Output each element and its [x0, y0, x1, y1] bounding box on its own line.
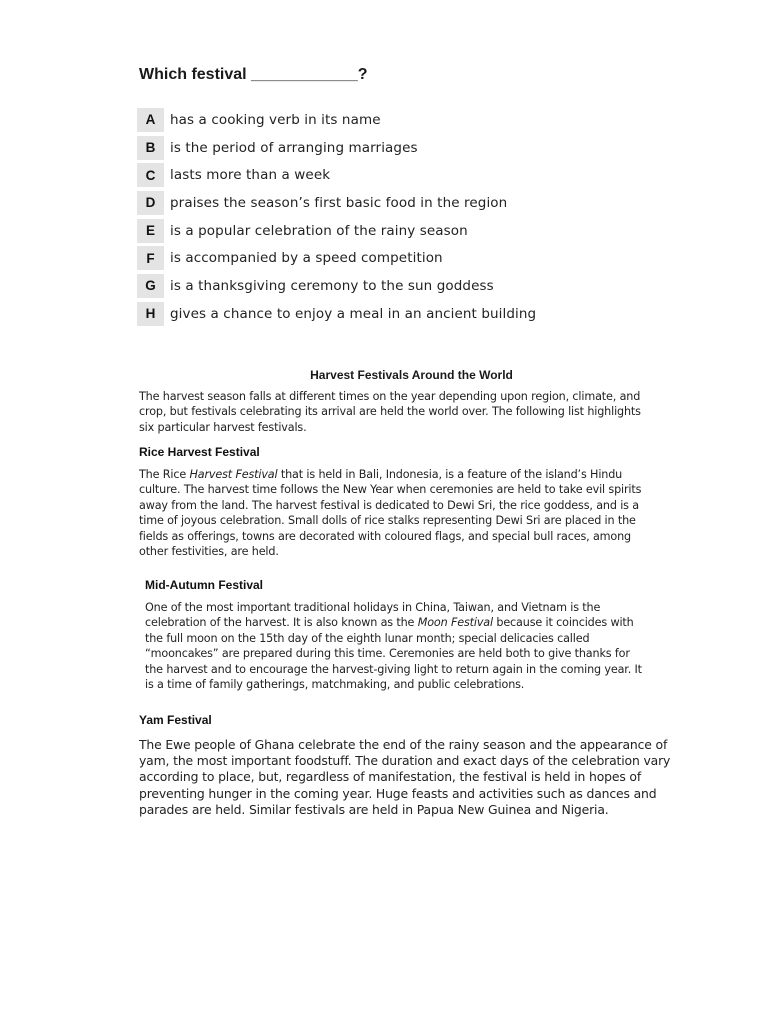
mid-autumn-festival-paragraph: [145, 600, 700, 692]
intro-paragraph: [139, 389, 699, 435]
option-text: is accompanied by a speed competition: [170, 250, 443, 267]
text-line: One of the most important traditional holidays in China, Taiwan, and Vietnam is the: [145, 601, 601, 614]
option-f: [137, 244, 577, 272]
text-line: culture. The harvest time follows the New Year when ceremonies are held to take evil spirits: [139, 483, 642, 497]
text-line: away from the land. The harvest festival is dedicated to Dewi Sri, the rice goddess, and is a: [139, 498, 639, 512]
option-h: [137, 300, 577, 328]
option-letter: F: [137, 246, 164, 270]
option-a: [137, 106, 577, 134]
text-line: other festivities, are held.: [139, 545, 279, 559]
option-e: [137, 217, 577, 245]
option-c: [137, 161, 577, 189]
text-line: is a time of family gatherings, matchmaking, and public celebrations.: [145, 678, 525, 692]
text-line: fields as offerings, towns are decorated with coloured flags, and special bull races, among: [139, 529, 631, 543]
option-letter: H: [137, 302, 164, 326]
option-b: [137, 134, 577, 162]
option-letter: D: [137, 191, 164, 215]
option-d: [137, 189, 577, 217]
mid-autumn-festival-heading: Mid-Autumn Festival: [145, 578, 264, 592]
text-line: the full moon on the 15th day of the eighth lunar month; special delicacies called: [145, 631, 590, 645]
italic-term: Harvest Festival: [189, 468, 278, 481]
yam-festival-heading: Yam Festival: [139, 713, 212, 727]
text-line: The harvest season falls at different times on the year depending upon region, climate, and: [139, 390, 641, 403]
italic-term: Moon Festival: [417, 616, 493, 630]
article-title: Harvest Festivals Around the World: [310, 368, 513, 382]
option-text: lasts more than a week: [170, 167, 331, 184]
text-line: time of joyous celebration. Small dolls of rice stalks representing Dewi Sri are placed in the: [139, 514, 636, 528]
rice-festival-heading: Rice Harvest Festival: [139, 445, 260, 459]
option-text: is a thanksgiving ceremony to the sun goddess: [170, 277, 494, 294]
text-line: the harvest and to encourage the harvest-giving light to return again in the coming year. It: [145, 662, 642, 676]
text-segment: because it coincides with: [492, 616, 634, 630]
text-line: according to place, but, regardless of manifestation, the festival is held in hopes of: [139, 769, 642, 785]
option-letter: B: [137, 136, 164, 160]
text-line: The Ewe people of Ghana celebrate the end of the rainy season and the appearance of: [139, 737, 668, 752]
rice-festival-paragraph: [139, 467, 699, 559]
text-line: “mooncakes” are prepared during this time. Ceremonies are held both to give thanks for: [145, 647, 630, 661]
question-heading: Which festival ____________?: [139, 66, 368, 83]
text-line: preventing hunger in the coming year. Huge feasts and activities such as dances and: [139, 785, 657, 801]
text-line: six particular harvest festivals.: [139, 420, 307, 434]
option-letter: C: [137, 163, 164, 187]
text-segment: that is held in Bali, Indonesia, is a feature of the island’s Hindu: [277, 468, 623, 481]
option-letter: G: [137, 274, 164, 298]
option-text: is a popular celebration of the rainy season: [170, 222, 468, 239]
option-g: [137, 272, 577, 300]
text-line: yam, the most important foodstuff. The duration and exact days of the celebration vary: [139, 753, 671, 769]
text-segment: celebration of the harvest. It is also known as the: [145, 616, 418, 630]
options-list: [137, 106, 577, 328]
text-segment: The Rice: [139, 468, 190, 481]
text-line: crop, but festivals celebrating its arrival are held the world over. The following list highlights: [139, 405, 641, 419]
yam-festival-paragraph: [139, 737, 714, 818]
option-letter: A: [137, 108, 164, 132]
option-text: has a cooking verb in its name: [170, 111, 381, 128]
option-text: gives a chance to enjoy a meal in an ancient building: [170, 305, 537, 322]
option-letter: E: [137, 219, 164, 243]
text-line: parades are held. Similar festivals are held in Papua New Guinea and Nigeria.: [139, 801, 609, 817]
option-text: is the period of arranging marriages: [170, 139, 418, 156]
option-text: praises the season’s first basic food in the region: [170, 194, 508, 211]
